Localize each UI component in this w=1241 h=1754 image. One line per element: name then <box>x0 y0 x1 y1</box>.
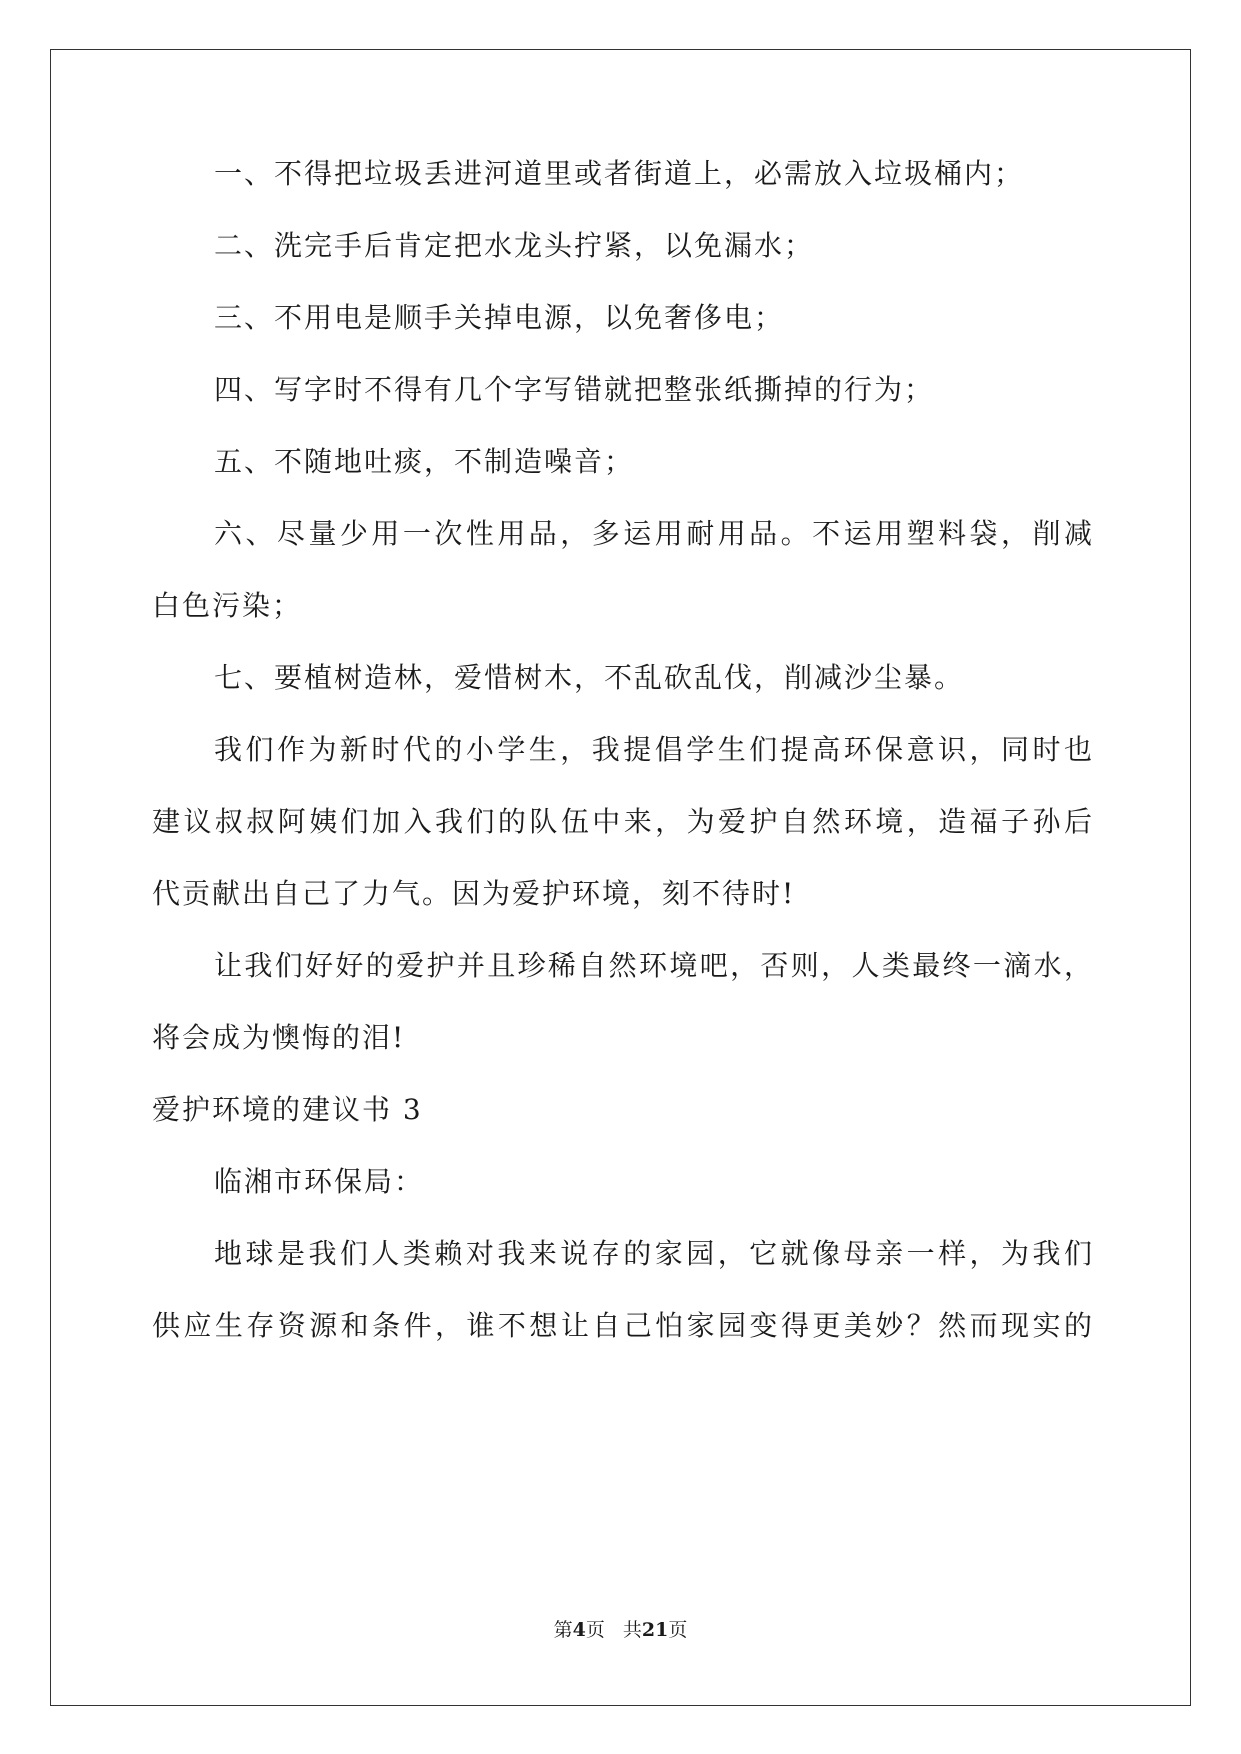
page-total: 21 <box>641 1619 669 1641</box>
paragraph-line: 地球是我们人类赖对我来说存的家园，它就像母亲一样，为我们 <box>214 1237 1092 1270</box>
list-item-3: 三、不用电是顺手关掉电源，以免奢侈电； <box>214 301 785 334</box>
section-heading: 爱护环境的建议书 3 <box>152 1093 423 1126</box>
list-item-7: 七、要植树造林，爱惜树木，不乱砍乱伐，削减沙尘暴。 <box>214 661 965 694</box>
page-current: 4 <box>572 1619 586 1641</box>
paragraph-line: 让我们好好的爱护并且珍稀自然环境吧，否则，人类最终一滴水， <box>214 949 1092 982</box>
paragraph-line: 供应生存资源和条件，谁不想让自己怕家园变得更美妙？然而现实的 <box>152 1309 1092 1342</box>
total-suffix: 页 <box>668 1619 688 1641</box>
list-item-6-cont: 白色污染； <box>152 589 303 622</box>
list-item-1: 一、不得把垃圾丢进河道里或者街道上，必需放入垃圾桶内； <box>214 157 1025 190</box>
list-item-4: 四、写字时不得有几个字写错就把整张纸撕掉的行为； <box>214 373 935 406</box>
list-item-6: 六、尽量少用一次性用品，多运用耐用品。不运用塑料袋，削减 <box>214 517 1092 550</box>
page-footer <box>0 1618 1241 1642</box>
paragraph-line: 将会成为懊悔的泪! <box>152 1021 406 1054</box>
paragraph-line: 建议叔叔阿姨们加入我们的队伍中来，为爱护自然环境，造福子孙后 <box>152 805 1092 838</box>
salutation: 临湘市环保局： <box>214 1165 425 1198</box>
paragraph-line: 我们作为新时代的小学生，我提倡学生们提高环保意识，同时也 <box>214 733 1092 766</box>
list-item-2: 二、洗完手后肯定把水龙头拧紧，以免漏水； <box>214 229 815 262</box>
page-prefix: 第 <box>553 1619 573 1641</box>
total-prefix: 共 <box>622 1619 642 1641</box>
paragraph-line: 代贡献出自己了力气。因为爱护环境，刻不待时! <box>152 877 796 910</box>
page-mid: 页 <box>585 1619 605 1641</box>
list-item-5: 五、不随地吐痰，不制造噪音； <box>214 445 635 478</box>
